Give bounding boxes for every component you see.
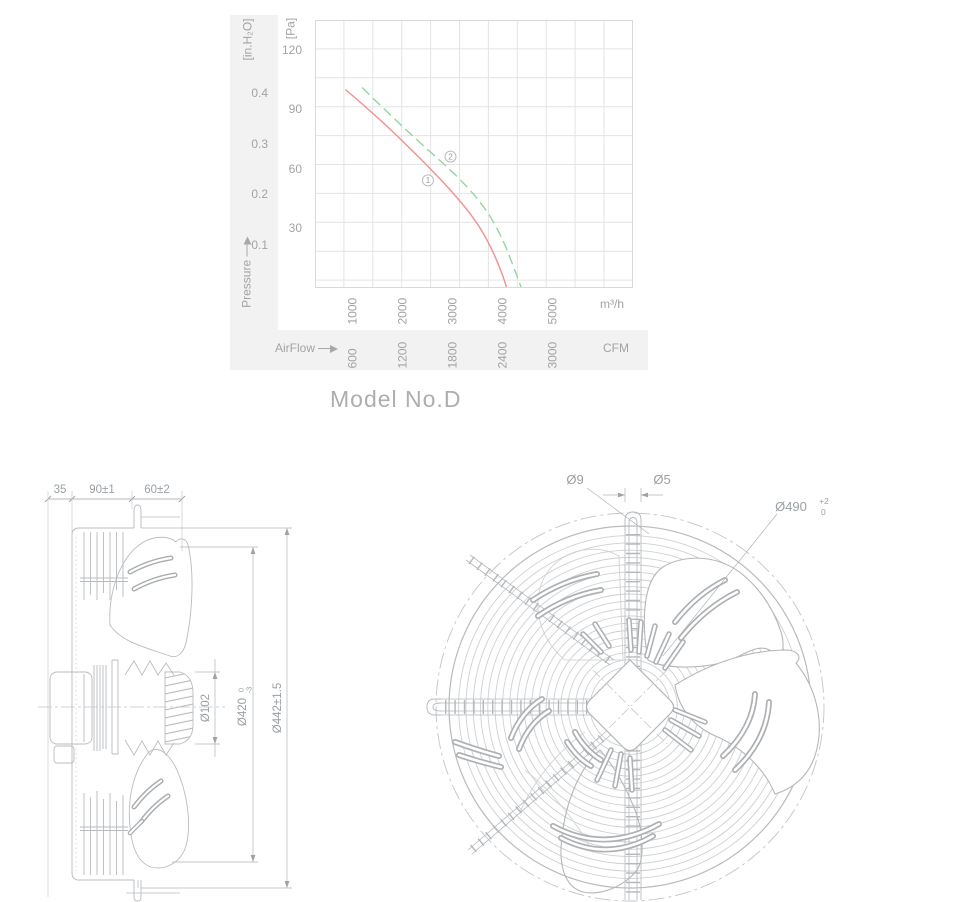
curve-marker-label: 2	[448, 152, 453, 162]
dim-90: 90±1	[89, 484, 115, 496]
dim-d490-tol-upper: +2	[819, 496, 829, 506]
motor-body	[50, 672, 92, 744]
side-view-dimension-labels	[54, 484, 284, 733]
x-tick-label: 1000	[345, 297, 360, 325]
m3h-unit-label: m³/h	[600, 297, 624, 311]
y-tick-label: 0.4	[251, 86, 268, 100]
curve-1	[346, 90, 507, 288]
dim-d5: Ø5	[653, 472, 671, 487]
y-tick-label: 90	[288, 102, 302, 117]
plot-area	[315, 20, 633, 288]
y-tick-label: 120	[281, 43, 302, 57]
airflow-axis-label: AirFlow	[275, 342, 338, 355]
motor-junction-box	[54, 746, 74, 763]
dim-d420-tol-lower: -3	[244, 686, 254, 694]
dim-d490: Ø490	[775, 499, 807, 514]
fan-side-view-drawing	[30, 475, 300, 902]
performance-chart	[230, 12, 650, 370]
dim-d9: Ø9	[566, 472, 584, 487]
pressure-axis-label: Pressure	[241, 237, 254, 337]
model-title: Model No.D	[330, 386, 462, 412]
cfm-unit-label: CFM	[603, 341, 629, 355]
fan-blade-top	[110, 537, 192, 656]
blade-root-waves-bottom	[125, 740, 174, 755]
dim-d442: Ø442±1.5	[272, 682, 284, 734]
hub-cap	[160, 671, 198, 751]
airflow-arrow-tail	[318, 348, 330, 349]
curve-marker-label: 1	[425, 176, 431, 186]
dim-d102: Ø102	[200, 693, 212, 723]
x-tick-label: 2000	[395, 297, 410, 325]
fan-front-view-drawing	[425, 470, 865, 902]
y-tick-label: 0.1	[251, 238, 268, 252]
guard-bars	[80, 532, 128, 875]
y-tick-label: 0.3	[251, 136, 268, 151]
dim-60: 60±2	[144, 484, 170, 496]
y-tick-label: 60	[288, 161, 302, 176]
dim-d420: Ø420	[237, 697, 249, 727]
y-tick-label: 30	[288, 220, 302, 235]
fan-blade-bottom	[129, 749, 188, 867]
y-tick-label: 0.2	[251, 187, 268, 202]
x-tick-label: 1200	[395, 341, 410, 369]
x-tick-label: 4000	[495, 297, 510, 325]
dim-d420-tol-upper: 0	[236, 687, 246, 693]
x-tick-label: 5000	[545, 297, 560, 325]
airflow-arrow-icon	[330, 345, 338, 353]
curve-2	[362, 88, 521, 288]
x-tick-label: 3000	[445, 297, 460, 325]
pa-unit-label: [Pa]	[283, 17, 298, 40]
front-view-dimension-labels	[566, 472, 829, 517]
x-tick-label: 3000	[545, 341, 560, 369]
blade-root-waves-top	[125, 661, 174, 675]
dim-35: 35	[53, 484, 67, 496]
dim-d490-tol-lower: 0	[821, 507, 826, 517]
x-tick-label: 600	[345, 348, 360, 369]
x-tick-label: 2400	[495, 341, 510, 369]
x-tick-label: 1800	[445, 341, 460, 369]
inh2o-unit-label: [in.H₂O]	[240, 18, 255, 61]
